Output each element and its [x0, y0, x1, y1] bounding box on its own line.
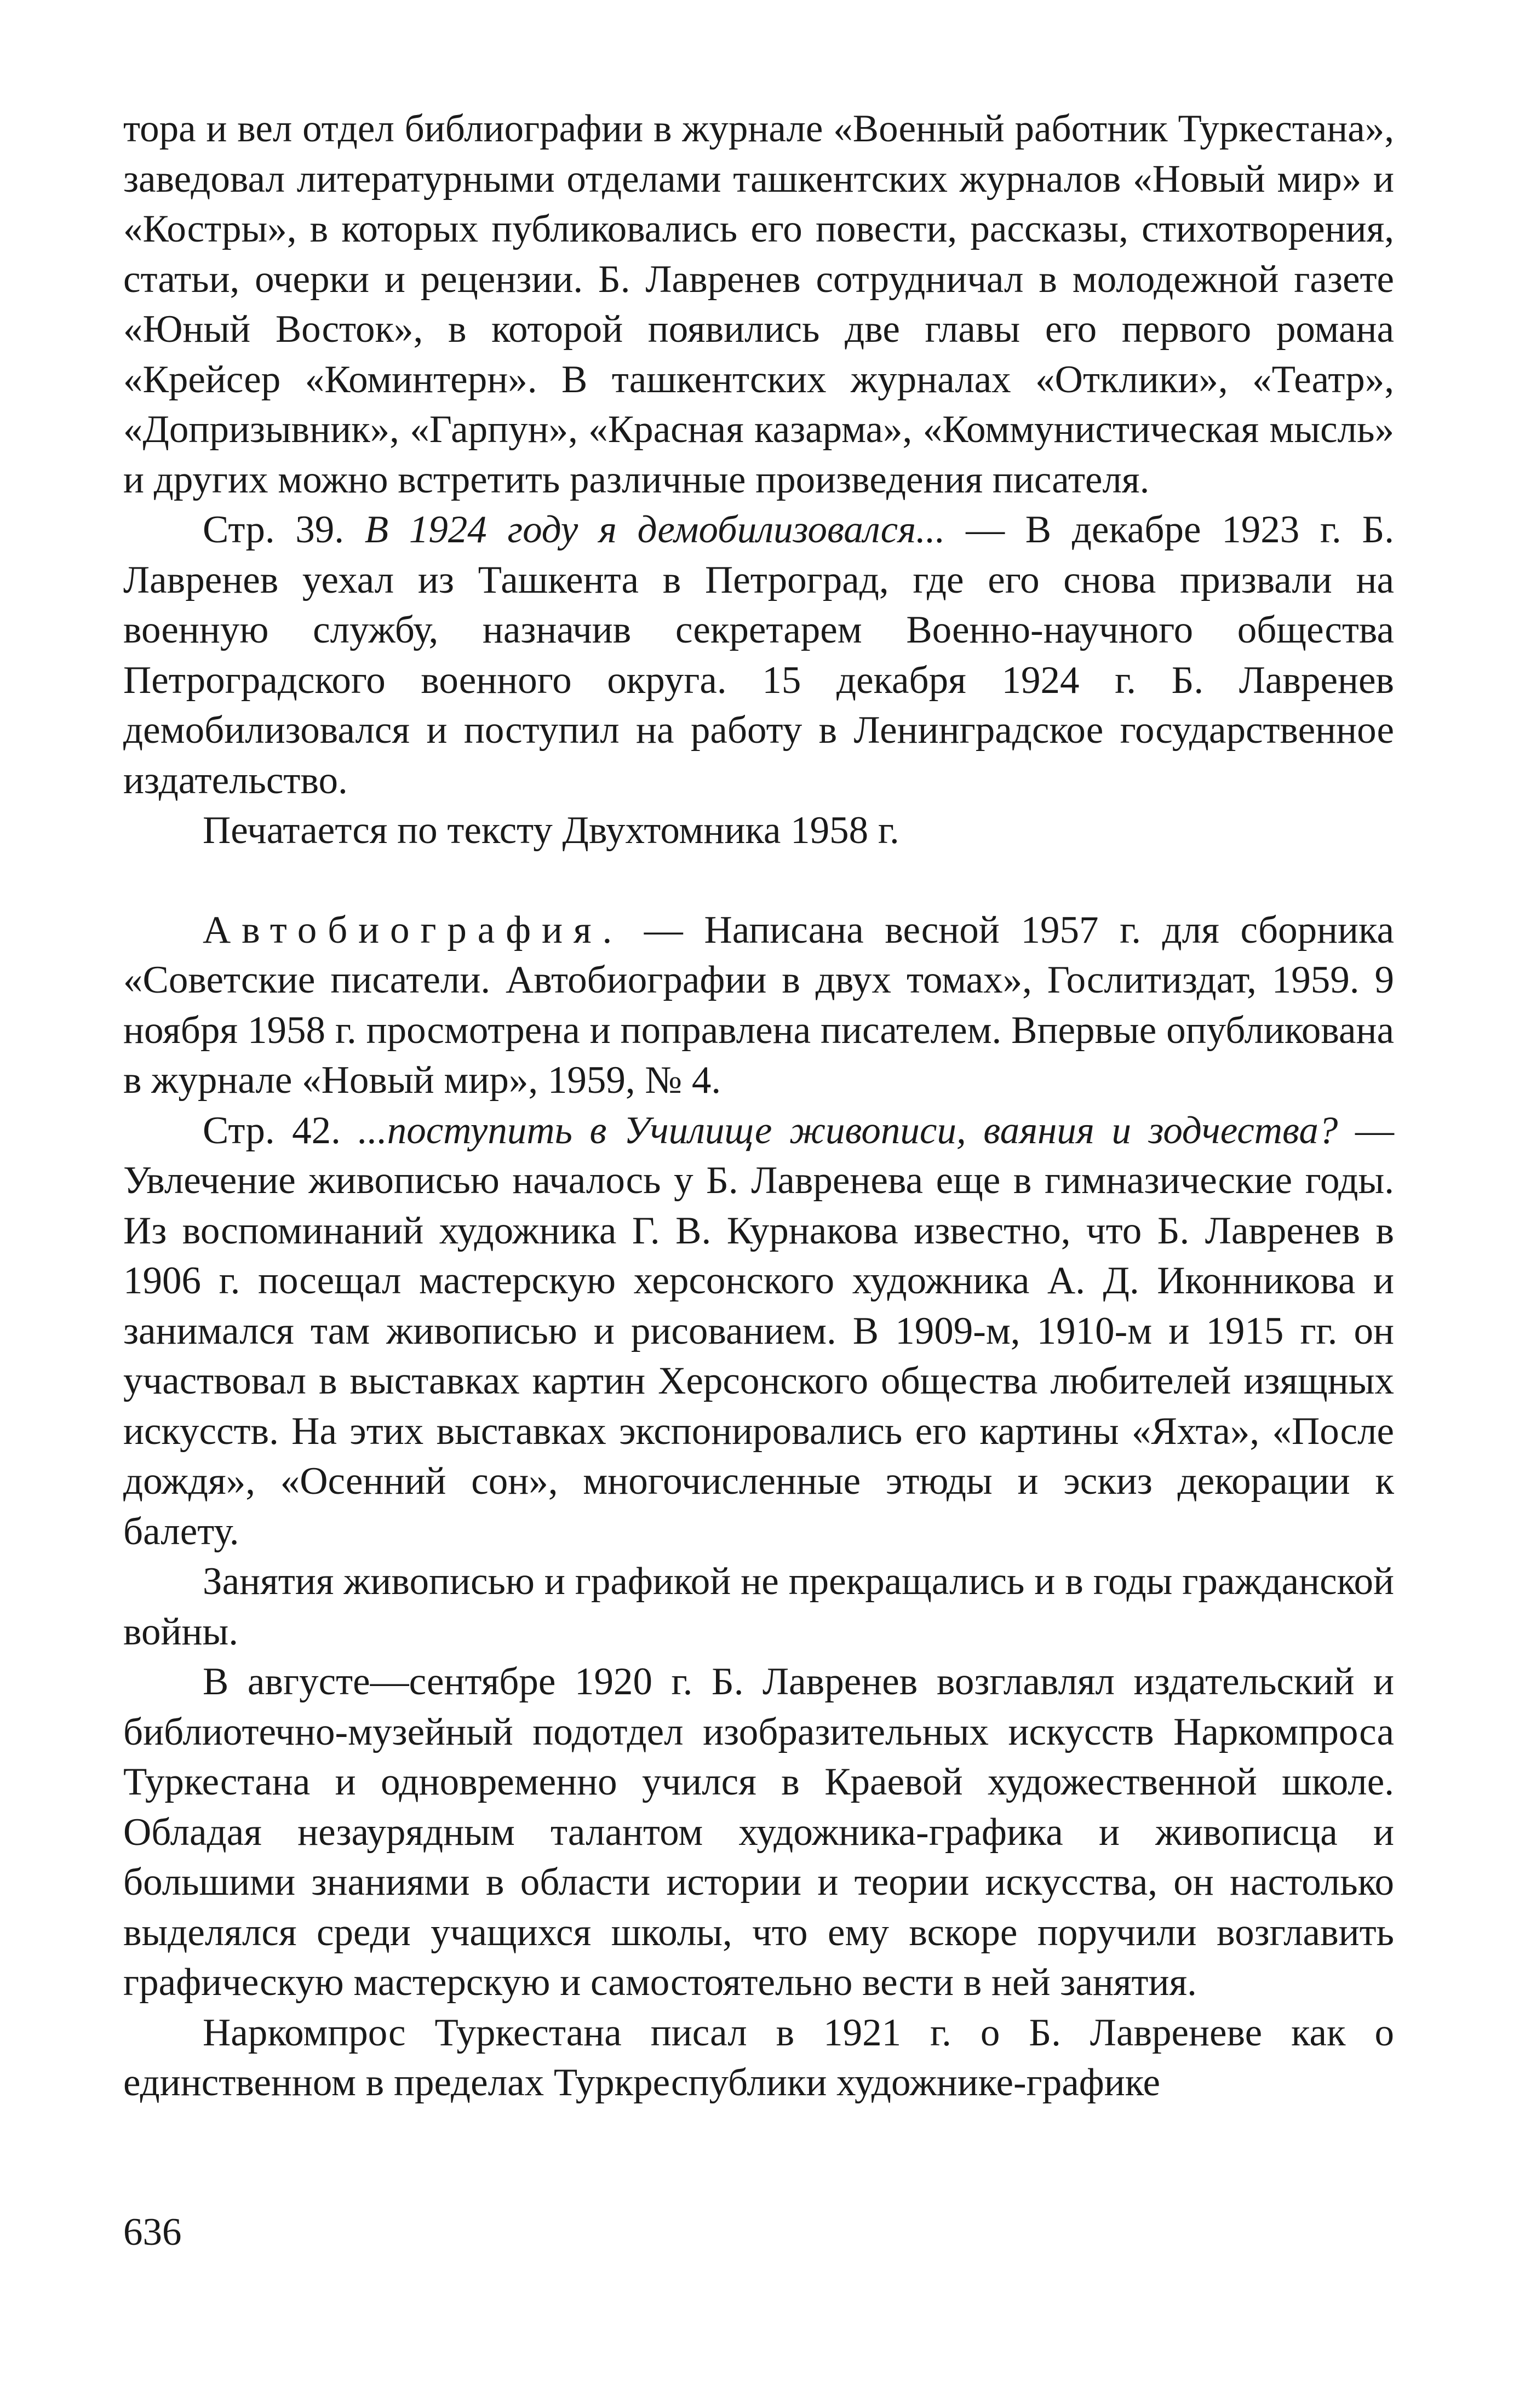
paragraph-1	[123, 104, 1394, 505]
paragraph-1-text: тора и вел отдел библиографии в журнале «Военный работник Туркестана», заведовал литературными отделами ташкентских журналов «Новый мир» и «Костры», в которых публиковались его повести, рассказы, стихотворения, статьи, очерки и рецензии. Б. Лавренев сотрудничал в молодежной газете «Юный Восток», в которой появились две главы его первого романа «Крейсер «Коминтерн». В ташкентских журналах «Отклики», «Театр», «Допризывник», «Гарпун», «Красная казарма», «Коммунистическая мысль» и других можно встретить различные произведения писателя.	[123, 107, 1394, 501]
section-heading-autobiography: Автобиография.	[203, 908, 623, 951]
page-body	[123, 104, 1394, 2108]
note-ref-p39: Стр. 39.	[203, 508, 365, 551]
paragraph-6-text: Занятия живописью и графикой не прекращались и в годы гражданской войны.	[123, 1560, 1394, 1653]
paragraph-2-note-p39	[123, 505, 1394, 806]
note-ref-p42: Стр. 42.	[203, 1109, 358, 1152]
note-body-p42: — Увлечение живописью началось у Б. Лавренева еще в гимназические годы. Из воспоминаний художника Г. В. Курнакова известно, что Б. Лавренев в 1906 г. посещал мастерскую херсонского художника А. Д. Иконникова и занимался там живописью и рисованием. В 1909-м, 1910-м и 1915 гг. он участвовал в выставках картин Херсонского общества любителей изящных искусств. На этих выставках экспонировались его картины «Яхта», «После дождя», «Осенний сон», многочисленные этюды и эскиз декорации к балету.	[123, 1109, 1394, 1553]
note-quote-p39: В 1924 году я демобилизовался...	[364, 508, 945, 551]
paragraph-8-text: Наркомпрос Туркестана писал в 1921 г. о Б. Лавреневе как о единственном в пределах Туркреспублики художнике-графике	[123, 2011, 1394, 2104]
paragraph-5-note-p42	[123, 1106, 1394, 1557]
paragraph-3-source	[123, 806, 1394, 856]
page-number: 636	[123, 2211, 182, 2254]
paragraph-4-autobiography	[123, 905, 1394, 1106]
paragraph-8	[123, 2008, 1394, 2108]
paragraph-6	[123, 1557, 1394, 1657]
note-quote-p42: ...поступить в Училище живописи, ваяния и зодчества?	[358, 1109, 1338, 1152]
paragraph-7	[123, 1657, 1394, 2008]
autobiography-note-text: — Написана весной 1957 г. для сборника «Советские писатели. Автобиографии в двух томах», Гослитиздат, 1959. 9 ноября 1958 г. просмотрена и поправлена писателем. Впервые опубликована в журнале «Новый мир», 1959, № 4.	[123, 908, 1394, 1102]
source-note-text: Печатается по тексту Двухтомника 1958 г.	[203, 809, 899, 852]
note-body-p39: — В декабре 1923 г. Б. Лавренев уехал из Ташкента в Петроград, где его снова призвали на военную службу, назначив секретарем Военно-научного общества Петроградского военного округа. 15 декабря 1924 г. Б. Лавренев демобилизовался и поступил на работу в Ленинградское государственное издательство.	[123, 508, 1394, 802]
paragraph-7-text: В августе—сентябре 1920 г. Б. Лавренев возглавлял издательский и библиотечно-музейный подотдел изобразительных искусств Наркомпроса Туркестана и одновременно учился в Краевой художественной школе. Обладая незаурядным талантом художника-графика и живописца и большими знаниями в области истории и теории искусства, он настолько выделялся среди учащихся школы, что ему вскоре поручили возглавить графическую мастерскую и самостоятельно вести в ней занятия.	[123, 1660, 1394, 2004]
